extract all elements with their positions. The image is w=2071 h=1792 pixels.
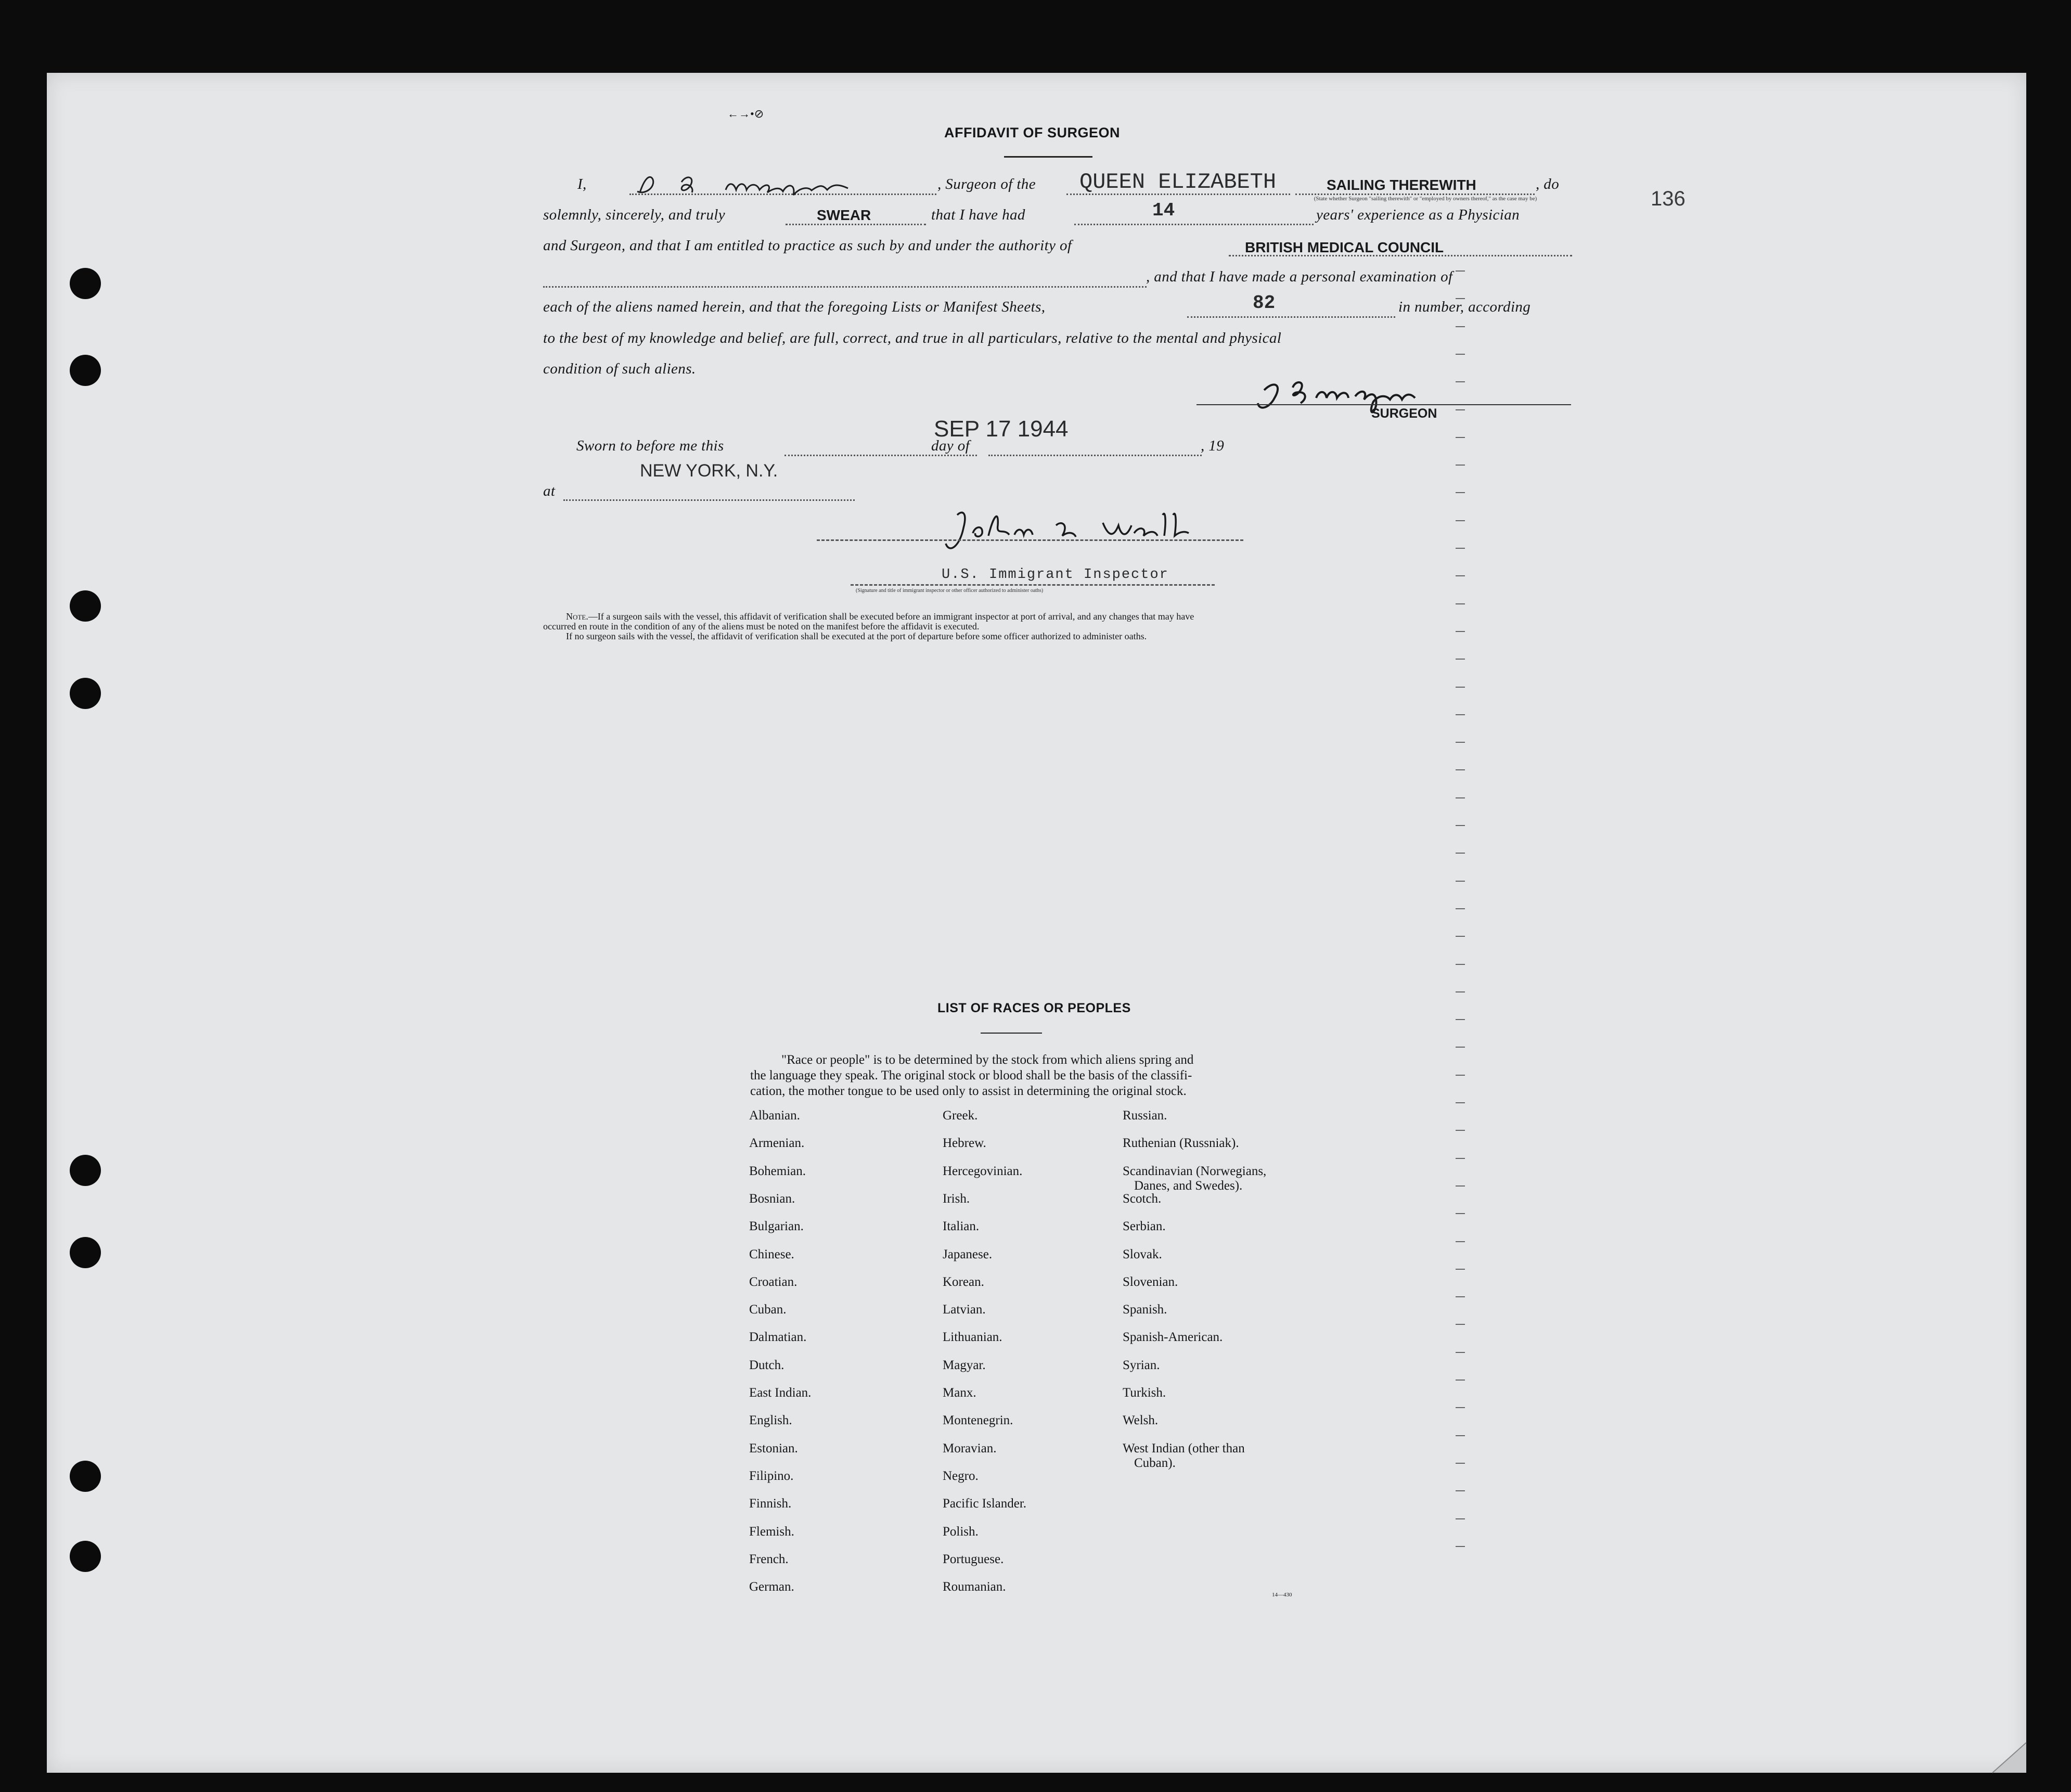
race-item: German.	[749, 1580, 794, 1594]
race-item	[1123, 1108, 1167, 1124]
officer-signature-line	[817, 539, 1243, 541]
margin-tick	[1456, 1518, 1465, 1519]
binder-hole	[70, 1461, 101, 1492]
margin-tick	[1456, 1102, 1465, 1103]
margin-tick	[1456, 659, 1465, 660]
race-item-line: Slovenian.	[1123, 1274, 1178, 1289]
race-item	[1123, 1219, 1166, 1234]
race-item-line: Russian.	[1123, 1108, 1167, 1123]
margin-tick	[1456, 991, 1465, 992]
sworn-at: at	[543, 483, 556, 499]
form-number: 14—430	[1272, 1592, 1292, 1598]
margin-tick	[1456, 575, 1465, 576]
race-item: French.	[749, 1552, 789, 1566]
race-item: Bohemian.	[749, 1164, 806, 1178]
race-item-line: Slovak.	[1123, 1247, 1162, 1261]
race-item-line: Cuban).	[1134, 1455, 1176, 1470]
binder-hole	[70, 678, 101, 709]
race-item-line: Turkish.	[1123, 1386, 1166, 1400]
note-line3: If no surgeon sails with the vessel, the affidavit of verification shall be executed at the port of departure before some officer authorized to administer oaths.	[566, 631, 1147, 641]
race-item-line: Syrian.	[1123, 1358, 1160, 1372]
race-item	[1123, 1302, 1167, 1318]
note-text1: —If a surgeon sails with the vessel, this affidavit of verification shall be executed before an immigrant inspector at port of arrival, and any changes that may have	[588, 611, 1194, 622]
race-item: Finnish.	[749, 1497, 792, 1511]
race-item	[1123, 1274, 1178, 1290]
margin-tick	[1456, 1158, 1465, 1159]
month-field	[988, 455, 1202, 456]
race-item: Roumanian.	[943, 1580, 1006, 1594]
binder-hole	[70, 1541, 101, 1572]
race-item: Dutch.	[749, 1358, 784, 1372]
sworn-day-of: day of	[931, 437, 970, 454]
margin-tick	[1456, 1019, 1465, 1020]
margin-tick	[1456, 1185, 1465, 1187]
line6: to the best of my knowledge and belief, are full, correct, and true in all particulars, relative to the mental and physical	[543, 330, 1282, 346]
margin-tick	[1456, 270, 1465, 272]
officer-signature	[926, 505, 1197, 562]
margin-tick	[1456, 1213, 1465, 1214]
race-item: Moravian.	[943, 1441, 997, 1455]
races-title: LIST OF RACES OR PEOPLES	[937, 1001, 1131, 1015]
line5-start: each of the aliens named herein, and that the foregoing Lists or Manifest Sheets,	[543, 299, 1046, 315]
race-item	[1123, 1441, 1245, 1470]
race-item: Lithuanian.	[943, 1330, 1002, 1345]
note-lead: Note.	[566, 611, 588, 622]
status-stamp: SAILING THEREWITH	[1327, 177, 1476, 193]
race-item-line: Serbian.	[1123, 1219, 1166, 1234]
line1-surgeon-of-the: , Surgeon of the	[937, 176, 1036, 192]
race-item: Greek.	[943, 1108, 978, 1123]
surgeon-name-handwriting	[629, 172, 931, 198]
margin-tick	[1456, 1407, 1465, 1408]
line5-end: in number, according	[1398, 299, 1531, 315]
race-item	[1123, 1385, 1166, 1401]
race-item: Latvian.	[943, 1303, 986, 1317]
race-item: Dalmatian.	[749, 1330, 807, 1345]
margin-tick	[1456, 354, 1465, 355]
race-item-line: Spanish.	[1123, 1303, 1167, 1317]
margin-tick	[1456, 465, 1465, 466]
officer-title: U.S. Immigrant Inspector	[942, 567, 1169, 583]
surgeon-label: SURGEON	[1371, 406, 1437, 421]
sworn-year-prefix: , 19	[1201, 437, 1225, 454]
affidavit-title: AFFIDAVIT OF SURGEON	[944, 125, 1120, 140]
race-item: Japanese.	[943, 1247, 993, 1261]
margin-tick	[1456, 631, 1465, 632]
oath-field	[786, 224, 926, 225]
race-item: Flemish.	[749, 1524, 794, 1539]
document-sheet	[47, 73, 2026, 1773]
line4-end: , and that I have made a personal examination of	[1146, 268, 1453, 285]
status-field	[1295, 194, 1535, 195]
binder-hole	[70, 590, 101, 622]
race-item: East Indian.	[749, 1386, 812, 1400]
race-item: Filipino.	[749, 1468, 794, 1483]
margin-tick	[1456, 1047, 1465, 1048]
line3-start: and Surgeon, and that I am entitled to practice as such by and under the authority of	[543, 237, 1072, 254]
status-hint: (State whether Surgeon "sailing therewith" or "employed by owners thereof," as the case may be)	[1314, 196, 1537, 202]
sheets-field	[1187, 316, 1395, 318]
binder-hole	[70, 1237, 101, 1268]
margin-tick	[1456, 936, 1465, 937]
line2-have-had: that I have had	[931, 207, 1025, 223]
race-item-line: Spanish-American.	[1123, 1330, 1223, 1345]
race-item	[1123, 1330, 1223, 1345]
margin-tick	[1456, 881, 1465, 882]
binder-hole	[70, 268, 101, 299]
margin-tick	[1456, 769, 1465, 770]
surgeon-signature	[1243, 369, 1488, 416]
race-item	[1123, 1358, 1160, 1373]
years-field	[1074, 224, 1314, 225]
races-intro-1: "Race or people" is to be determined by the stock from which aliens spring and	[781, 1053, 1194, 1067]
race-item: Irish.	[943, 1191, 970, 1206]
margin-tick	[1456, 1352, 1465, 1353]
race-item-line: Danes, and Swedes).	[1134, 1178, 1243, 1193]
race-item: Korean.	[943, 1274, 984, 1289]
margin-tick	[1456, 797, 1465, 798]
race-item: Bulgarian.	[749, 1219, 804, 1234]
race-item	[1123, 1136, 1239, 1151]
sheets-value: 82	[1253, 292, 1276, 314]
race-item	[1123, 1413, 1158, 1428]
race-item: English.	[749, 1413, 792, 1428]
day-field	[784, 455, 977, 456]
date-stamp: SEP 17 1944	[934, 416, 1069, 442]
margin-tick	[1456, 603, 1465, 604]
race-item: Albanian.	[749, 1108, 800, 1123]
margin-tick	[1456, 1241, 1465, 1242]
line1-do: , do	[1536, 176, 1560, 192]
line2-years: years' experience as a Physician	[1316, 207, 1520, 223]
officer-title-line	[851, 584, 1215, 586]
title-underline	[1004, 156, 1092, 158]
race-item: Pacific Islander.	[943, 1497, 1027, 1511]
margin-tick	[1456, 1269, 1465, 1270]
years-value: 14	[1152, 200, 1175, 221]
race-item: Bosnian.	[749, 1191, 795, 1206]
margin-tick	[1456, 687, 1465, 688]
margin-tick	[1456, 853, 1465, 854]
margin-tick	[1456, 326, 1465, 327]
race-item	[1123, 1191, 1161, 1207]
race-item	[1123, 1247, 1162, 1262]
race-item-line: West Indian (other than	[1123, 1441, 1245, 1455]
race-item: Chinese.	[749, 1247, 794, 1261]
line7: condition of such aliens.	[543, 360, 696, 377]
race-item-line: Ruthenian (Russniak).	[1123, 1136, 1239, 1151]
corner-fold	[1992, 1743, 2026, 1773]
margin-tick	[1456, 1130, 1465, 1131]
race-item: Negro.	[943, 1468, 979, 1483]
race-item-line: Welsh.	[1123, 1413, 1159, 1428]
note-line1	[566, 611, 1194, 622]
races-intro-3: cation, the mother tongue to be used only to assist in determining the original stock.	[750, 1084, 1187, 1098]
race-item: Armenian.	[749, 1136, 805, 1151]
ship-name: QUEEN ELIZABETH	[1079, 170, 1277, 195]
margin-tick	[1456, 1075, 1465, 1076]
page-number: 136	[1651, 187, 1686, 210]
race-item-line: Scandinavian (Norwegians,	[1123, 1164, 1267, 1178]
margin-tick	[1456, 1296, 1465, 1297]
margin-tick	[1456, 964, 1465, 965]
margin-tick	[1456, 548, 1465, 549]
place-stamp: NEW YORK, N.Y.	[640, 461, 778, 481]
margin-tick	[1456, 1490, 1465, 1491]
margin-tick	[1456, 1380, 1465, 1381]
margin-tick	[1456, 437, 1465, 438]
race-item: Hebrew.	[943, 1136, 986, 1151]
race-item: Portuguese.	[943, 1552, 1004, 1566]
margin-tick	[1456, 520, 1465, 521]
margin-tick	[1456, 1463, 1465, 1464]
place-field	[563, 499, 855, 501]
race-item: Cuban.	[749, 1303, 787, 1317]
line2-start: solemnly, sincerely, and truly	[543, 207, 726, 223]
race-item: Manx.	[943, 1386, 976, 1400]
authority-field-cont	[543, 286, 1147, 288]
binder-hole	[70, 1155, 101, 1186]
race-item	[1123, 1164, 1266, 1193]
margin-tick	[1456, 908, 1465, 909]
race-item: Estonian.	[749, 1441, 798, 1455]
authority-stamp: BRITISH MEDICAL COUNCIL	[1245, 239, 1444, 255]
margin-tick	[1456, 492, 1465, 493]
margin-tick	[1456, 825, 1465, 826]
race-item: Croatian.	[749, 1274, 797, 1289]
margin-tick	[1456, 1324, 1465, 1325]
oath-stamp: SWEAR	[817, 207, 871, 223]
surgeon-signature-line	[1197, 404, 1571, 405]
margin-tick	[1456, 742, 1465, 743]
sworn-before: Sworn to before me this	[576, 437, 724, 454]
line1-i: I,	[577, 176, 587, 192]
race-item: Italian.	[943, 1219, 980, 1234]
binder-hole	[70, 355, 101, 386]
races-title-underline	[981, 1033, 1042, 1034]
race-item: Polish.	[943, 1524, 979, 1539]
margin-tick	[1456, 714, 1465, 715]
margin-tick	[1456, 1546, 1465, 1547]
race-item: Montenegrin.	[943, 1413, 1013, 1428]
margin-tick	[1456, 1435, 1465, 1436]
note-line2: occurred en route in the condition of any of the aliens must be noted on the manifest before the affidavit is executed.	[543, 621, 980, 631]
race-item: Magyar.	[943, 1358, 986, 1372]
race-item: Hercegovinian.	[943, 1164, 1023, 1178]
race-item-line: Scotch.	[1123, 1191, 1162, 1206]
margin-mark: ←→•⊘	[727, 107, 764, 120]
officer-hint: (Signature and title of immigrant inspector or other officer authorized to administer oaths)	[856, 588, 1044, 594]
races-intro-2: the language they speak. The original stock or blood shall be the basis of the classifi-	[750, 1068, 1192, 1082]
